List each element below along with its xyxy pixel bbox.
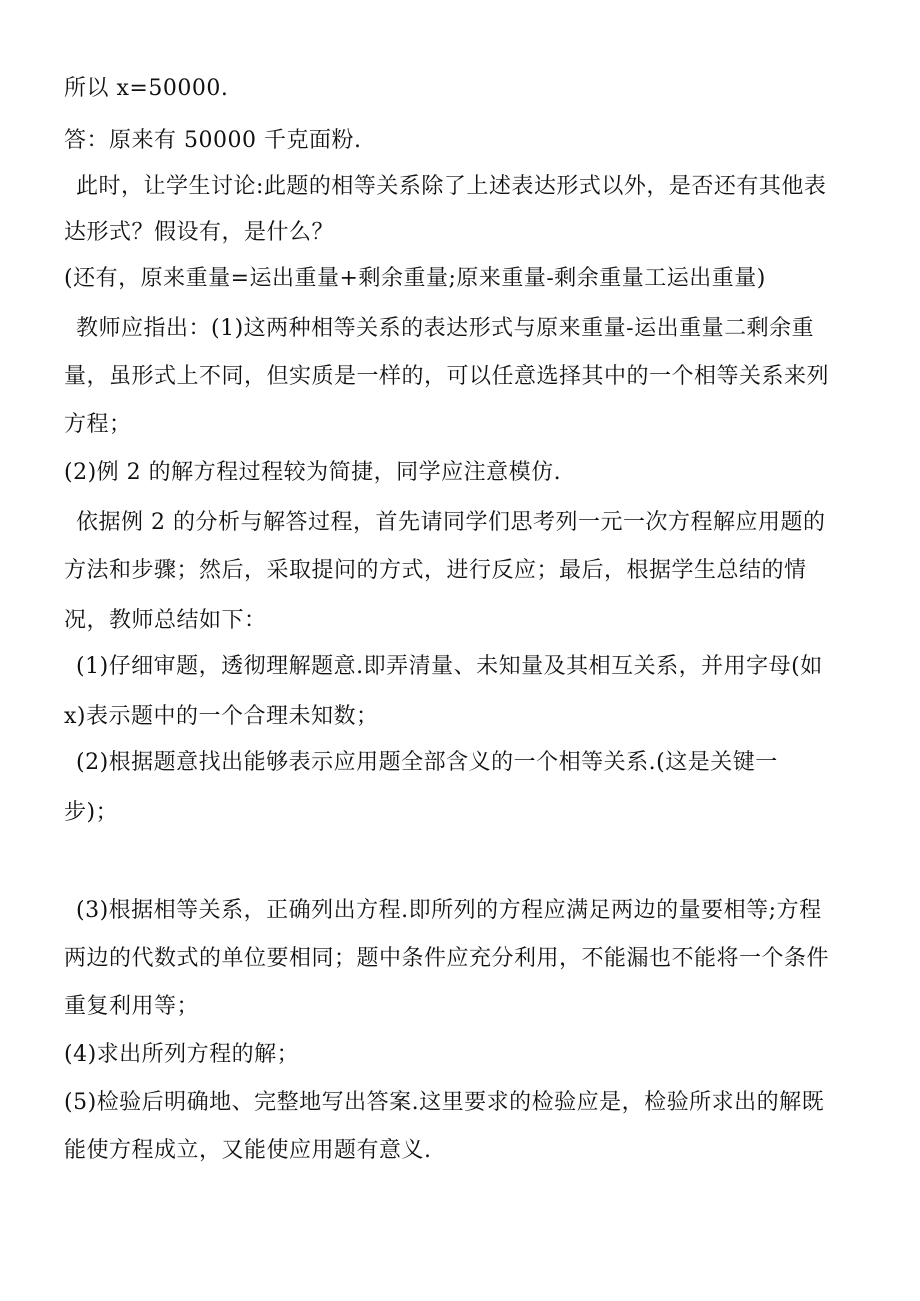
text-line-6: 教师应指出：(1)这两种相等关系的表达形式与原来重量-运出重量二剩余重: [76, 316, 815, 341]
text-line-12: 况，教师总结如下：: [64, 608, 267, 633]
text-line-13: (1)仔细审题，透彻理解题意.即弄清量、未知量及其相互关系，并用字母(如: [76, 654, 823, 679]
text-line-18: 两边的代数式的单位要相同；题中条件应充分利用，不能漏也不能将一个条件: [64, 946, 830, 971]
text-line-2: 答：原来有 50000 千克面粉.: [64, 128, 362, 153]
text-line-21: (5)检验后明确地、完整地写出答案.这里要求的检验应是，检验所求出的解既: [64, 1090, 825, 1115]
text-line-9: (2)例 2 的解方程过程较为简捷，同学应注意模仿.: [64, 460, 562, 485]
text-line-16: 步)；: [64, 800, 119, 825]
text-line-19: 重复利用等；: [64, 994, 200, 1019]
text-line-14: x)表示题中的一个合理未知数；: [64, 704, 379, 729]
text-line-11: 方法和步骤；然后，采取提问的方式，进行反应；最后，根据学生总结的情: [64, 558, 807, 583]
text-line-20: (4)求出所列方程的解；: [64, 1042, 300, 1067]
text-line-17: (3)根据相等关系，正确列出方程.即所列的方程应满足两边的量要相等;方程: [76, 898, 822, 923]
text-line-10: 依据例 2 的分析与解答过程，首先请同学们思考列一元一次方程解应用题的: [76, 510, 826, 535]
text-line-22: 能使方程成立，又能使应用题有意义.: [64, 1138, 432, 1163]
text-line-15: (2)根据题意找出能够表示应用题全部含义的一个相等关系.(这是关键一: [76, 750, 778, 775]
text-line-3: 此时，让学生讨论:此题的相等关系除了上述表达形式以外，是否还有其他表: [76, 174, 827, 199]
text-line-5: (还有，原来重量=运出重量+剩余重量;原来重量-剩余重量工运出重量): [64, 266, 766, 291]
text-line-4: 达形式？假设有，是什么？: [64, 220, 335, 245]
text-line-8: 方程；: [64, 412, 132, 437]
text-line-1: 所以 x=50000.: [64, 76, 229, 101]
text-line-7: 量，虽形式上不同，但实质是一样的，可以任意选择其中的一个相等关系来列: [64, 364, 830, 389]
